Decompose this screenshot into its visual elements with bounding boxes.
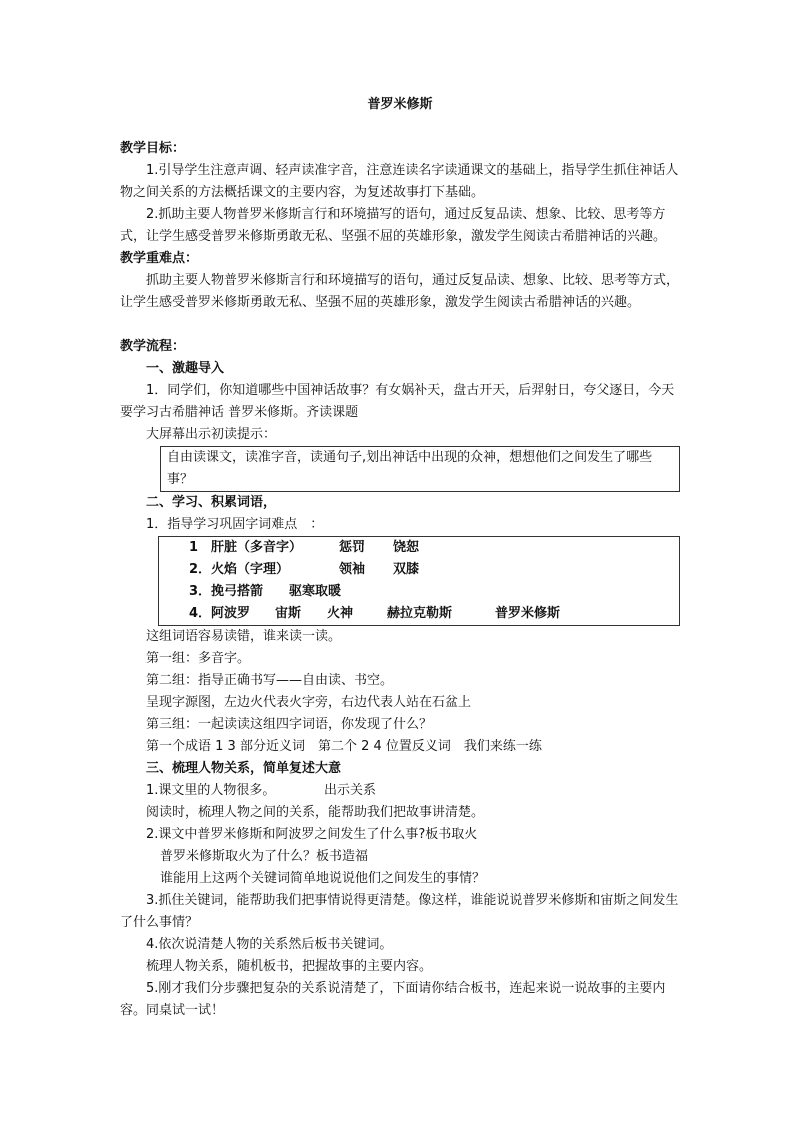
section-3-heading: 三、梳理人物关系，简单复述大意	[146, 761, 342, 776]
vocab-word: 宙斯	[275, 606, 302, 621]
document-title: 普罗米修斯	[367, 97, 433, 112]
goals-heading: 教学目标：	[120, 141, 186, 156]
vocab-word: 驱寒取暖	[289, 584, 342, 599]
vocab-word: 饶恕	[393, 540, 420, 555]
paragraph-benefit: 普罗米修斯取火为了什么？板书造福	[160, 849, 369, 864]
goal-2: 2.抓助主要人物普罗米修斯言行和环境描写的语句，通过反复品读、想象、比较、思考等方式，让学生感受普罗米修斯勇敢无私、坚强不屈的英雄形象，激发学生阅读古希腊神话的兴趣。	[120, 207, 667, 244]
vocab-word: 2．火焰（字理）	[189, 562, 290, 577]
flow-heading: 教学流程：	[120, 339, 186, 354]
paragraph-idioms: 第一个成语 1 3 部分近义词 第二个 2 4 位置反义词 我们来练一练	[146, 739, 542, 754]
paragraph-group-3: 第三组：一起读读这组四字词语，你发现了什么？	[146, 717, 433, 732]
reading-prompt-text: 自由读课文，读准字音，读通句子,划出神话中出现的众神，想想他们之间发生了哪些事？	[167, 450, 653, 487]
paragraph-group-2: 第二组：指导正确书写——自由读、书空。	[146, 673, 394, 688]
reading-prompt-box	[160, 446, 680, 492]
spacer	[120, 314, 680, 336]
vocab-word: 1 肝脏（多音字）	[189, 540, 303, 555]
paragraph-organize: 梳理人物关系，随机板书，把握故事的主要内容。	[146, 959, 433, 974]
section-1-heading: 一、激趣导入	[146, 361, 225, 376]
show-relations-text: 出示关系	[324, 783, 377, 798]
paragraph-vocab-guide: 1．指导学习巩固字词难点 ：	[146, 517, 324, 532]
vocab-row-3	[189, 581, 679, 603]
vocabulary-box	[158, 536, 680, 626]
key-points-heading: 教学重难点：	[120, 251, 199, 266]
characters-text: 1.课文里的人物很多。	[146, 783, 276, 798]
goal-1: 1.引导学生注意声调、轻声读准字音，注意连读名字读通课文的基础上，指导学生抓住神话人物之间关系的方法概括课文的主要内容，为复述故事打下基础。	[120, 163, 679, 200]
key-points-text: 抓助主要人物普罗米修斯言行和环境描写的语句，通过反复品读、想象、比较、思考等方式，让学生感受普罗米修斯勇敢无私、坚强不屈的英雄形象，激发学生阅读古希腊神话的兴趣。	[120, 273, 680, 310]
vocab-word: 赫拉克勒斯	[387, 606, 453, 621]
vocab-word: 4．阿波罗	[189, 606, 251, 621]
vocab-row-2	[189, 559, 679, 581]
document-page	[120, 94, 680, 1022]
vocab-word: 火神	[327, 606, 354, 621]
paragraph-character-origin: 呈现字源图，左边火代表火字旁，右边代表人站在石盆上	[146, 695, 472, 710]
paragraph-group-1: 第一组：多音字。	[146, 651, 251, 666]
paragraph-read-aloud: 这组词语容易读错，谁来读一读。	[146, 629, 342, 644]
paragraph-characters	[120, 780, 680, 802]
paragraph-keywords: 谁能用上这两个关键词简单地说说他们之间发生的事情？	[160, 871, 486, 886]
vocab-word: 3．挽弓搭箭	[189, 584, 264, 599]
paragraph-zeus: 3.抓住关键词，能帮助我们把事情说得更清楚。像这样，谁能说说普罗米修斯和宙斯之间发生了什么事情？	[120, 893, 679, 930]
paragraph-board-keywords: 4.依次说清楚人物的关系然后板书关键词。	[146, 937, 393, 952]
paragraph-relations: 阅读时，梳理人物之间的关系，能帮助我们把故事讲清楚。	[146, 805, 485, 820]
vocab-word: 领袖	[339, 562, 366, 577]
section-2-heading: 二、学习、积累词语，	[146, 495, 277, 510]
vocab-row-1	[189, 537, 679, 559]
vocab-row-4	[189, 603, 679, 625]
vocab-word: 普罗米修斯	[495, 606, 561, 621]
paragraph-fire: 2.课文中普罗米修斯和阿波罗之间发生了什么事?板书取火	[146, 827, 478, 842]
vocab-word: 双膝	[393, 562, 420, 577]
vocab-word: 惩罚	[339, 540, 366, 555]
paragraph-retell: 5.刚才我们分步骤把复杂的关系说清楚了，下面请你结合板书，连起来说一说故事的主要内容。同桌试一试！	[120, 981, 666, 1018]
paragraph-intro: 1．同学们，你知道哪些中国神话故事？有女娲补天，盘古开天，后羿射日，夸父逐日，今天要学习古希腊神话 普罗米修斯。齐读课题	[120, 383, 675, 420]
paragraph-screen-prompt: 大屏幕出示初读提示：	[146, 427, 277, 442]
